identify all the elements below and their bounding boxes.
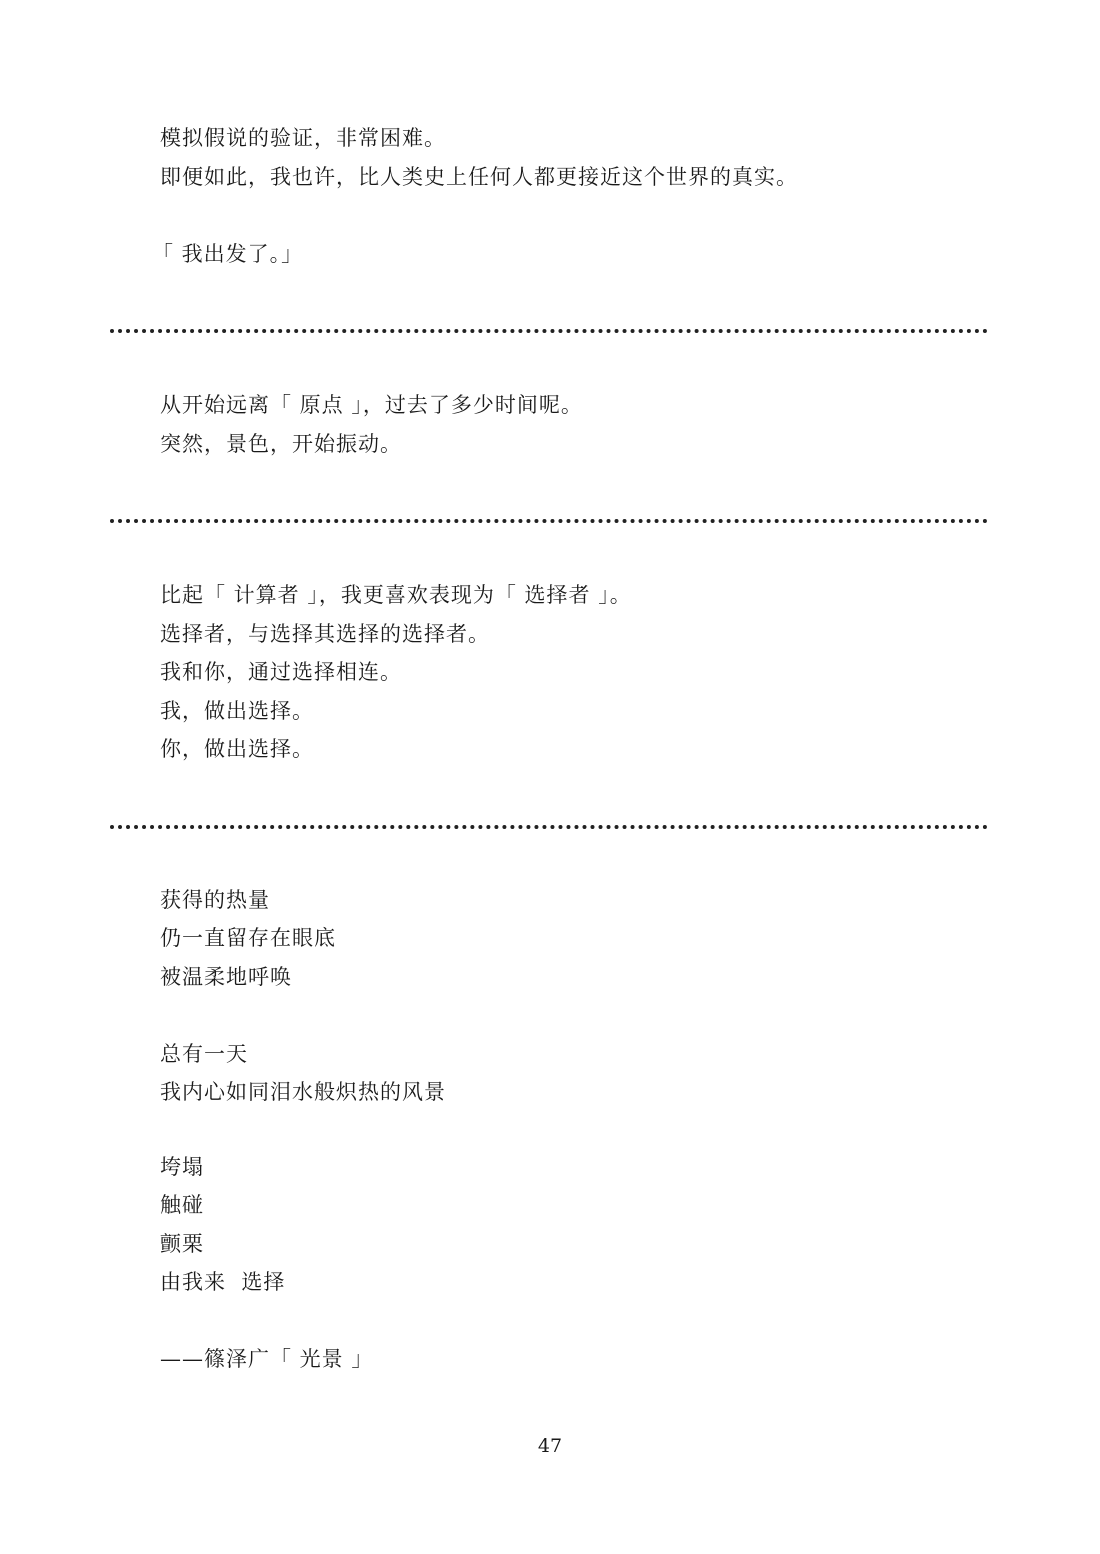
dotted-divider xyxy=(110,329,988,333)
dialogue-quote: 「 我出发了。」 xyxy=(152,242,304,266)
poem-line: 由我来 选择 xyxy=(160,1270,286,1294)
text-line: 即便如此，我也许，比人类史上任何人都更接近这个世界的真实。 xyxy=(160,165,798,189)
poem-line: 总有一天 xyxy=(160,1042,248,1066)
page-number: 47 xyxy=(537,1435,563,1457)
poem-attribution: ——篠泽广「 光景 」 xyxy=(160,1347,374,1371)
poem-line: 获得的热量 xyxy=(160,888,270,912)
poem-line: 我内心如同泪水般炽热的风景 xyxy=(160,1080,446,1104)
text-line: 选择者，与选择其选择的选择者。 xyxy=(160,622,490,646)
text-line: 从开始远离「 原点 」，过去了多少时间呢。 xyxy=(160,393,583,417)
text-line: 我，做出选择。 xyxy=(160,699,314,723)
text-line: 模拟假说的验证，非常困难。 xyxy=(160,126,446,150)
poem-line: 仍一直留存在眼底 xyxy=(160,926,336,950)
text-line: 你，做出选择。 xyxy=(160,737,314,761)
poem-line: 颤栗 xyxy=(160,1232,204,1256)
dotted-divider xyxy=(110,825,988,829)
text-line: 比起「 计算者 」，我更喜欢表现为「 选择者 」。 xyxy=(160,583,632,607)
text-line: 我和你，通过选择相连。 xyxy=(160,660,402,684)
poem-line: 垮塌 xyxy=(160,1155,204,1179)
poem-line: 触碰 xyxy=(160,1193,204,1217)
poem-line: 被温柔地呼唤 xyxy=(160,965,292,989)
dotted-divider xyxy=(110,519,988,523)
text-line: 突然，景色，开始振动。 xyxy=(160,432,402,456)
